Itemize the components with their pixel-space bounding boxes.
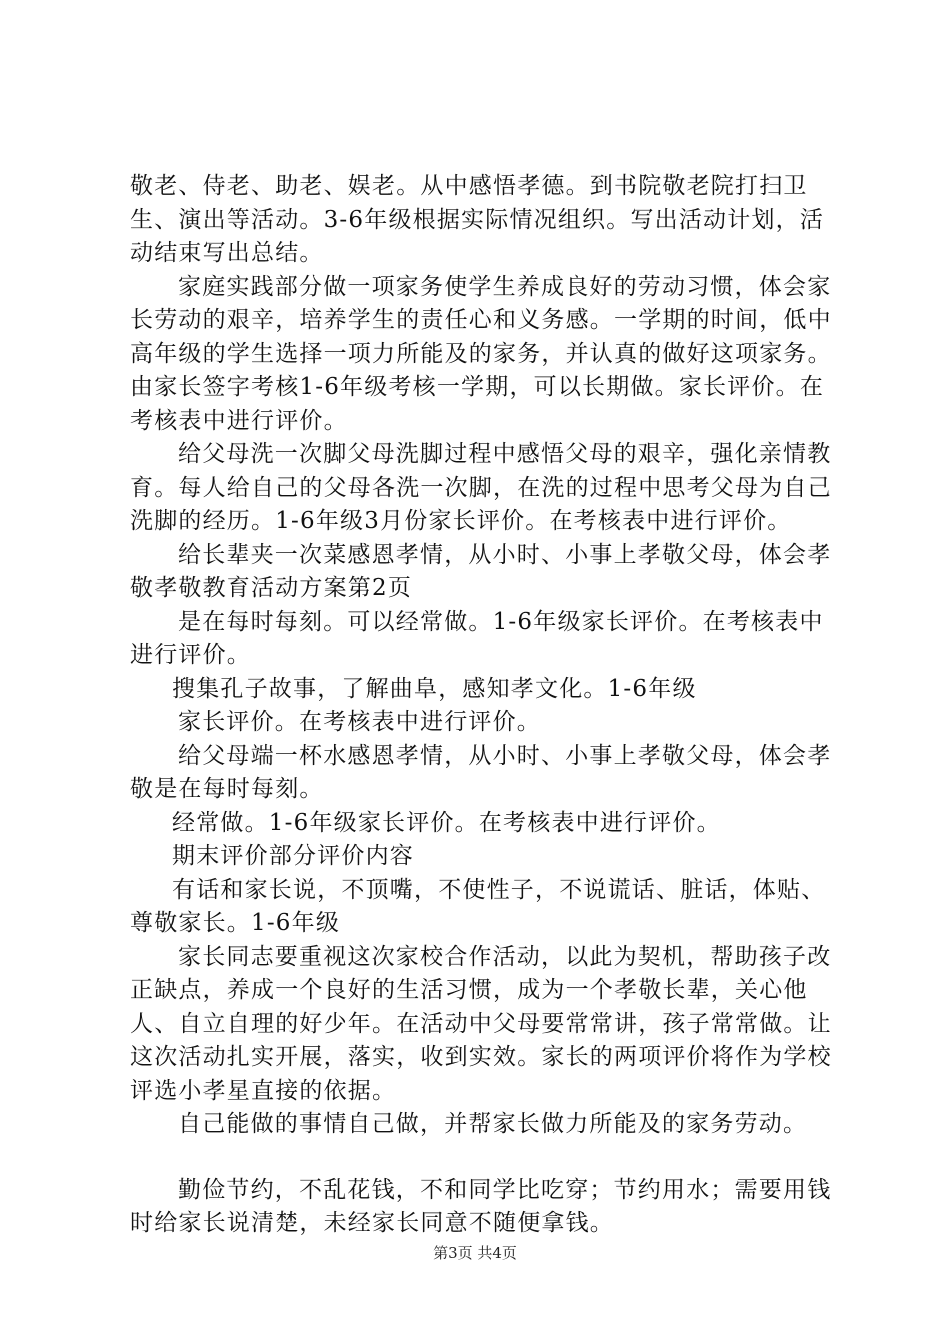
- paragraph-8: 给父母端一杯水感恩孝情，从小时、小事上孝敬父母，体会孝敬是在每时每刻。: [130, 742, 832, 802]
- page-footer: [0, 1243, 950, 1263]
- paragraph-2: 家庭实践部分做一项家务使学生养成良好的劳动习惯，体会家长劳动的艰辛，培养学生的责任心和义务感。一学期的时间，低中高年级的学生选择一项力所能及的家务，并认真的做好这项家务。由家长签字考核1-6年级考核一学期，可以长期做。家长评价。在考核表中进行评价。: [130, 273, 832, 434]
- document-body: [130, 170, 835, 1241]
- paragraph-7: 家长评价。在考核表中进行评价。: [178, 709, 541, 735]
- paragraph-13: 自己能做的事情自己做，并帮家长做力所能及的家务劳动。: [178, 1111, 808, 1137]
- paragraph-5: 是在每时每刻。可以经常做。1-6年级家长评价。在考核表中进行评价。: [130, 608, 824, 668]
- paragraph-gap: [130, 1142, 835, 1174]
- paragraph-12: 家长同志要重视这次家校合作活动，以此为契机，帮助孩子改正缺点，养成一个良好的生活习惯，成为一个孝敬长辈，关心他人、自立自理的好少年。在活动中父母要常常讲，孩子常常做。让这次活动扎实开展，落实，收到实效。家长的两项评价将作为学校评选小孝星直接的依据。: [130, 943, 832, 1104]
- paragraph-4: 给长辈夹一次菜感恩孝情，从小时、小事上孝敬父母，体会孝敬孝敬教育活动方案第2页: [130, 541, 832, 601]
- paragraph-14: 勤俭节约，不乱花钱，不和同学比吃穿；节约用水；需要用钱时给家长说清楚，未经家长同意不随便拿钱。: [130, 1176, 832, 1236]
- paragraph-9: 经常做。1-6年级家长评价。在考核表中进行评价。: [172, 809, 721, 836]
- page-number: 第3页 共4页: [433, 1244, 517, 1262]
- paragraph-1: 敬老、侍老、助老、娱老。从中感悟孝德。到书院敬老院打扫卫生、演出等活动。3-6年级根据实际情况组织。写出活动计划，活动结束写出总结。: [130, 173, 825, 266]
- paragraph-10: 期末评价部分评价内容: [172, 843, 414, 869]
- paragraph-3: 给父母洗一次脚父母洗脚过程中感悟父母的艰辛，强化亲情教育。每人给自己的父母各洗一次脚，在洗的过程中思考父母为自己洗脚的经历。1-6年级3月份家长评价。在考核表中进行评价。: [130, 441, 832, 534]
- paragraph-6: 搜集孔子故事，了解曲阜，感知孝文化。1-6年级: [172, 675, 697, 702]
- paragraph-11: 有话和家长说，不顶嘴，不使性子，不说谎话、脏话，体贴、尊敬家长。1-6年级: [130, 876, 826, 936]
